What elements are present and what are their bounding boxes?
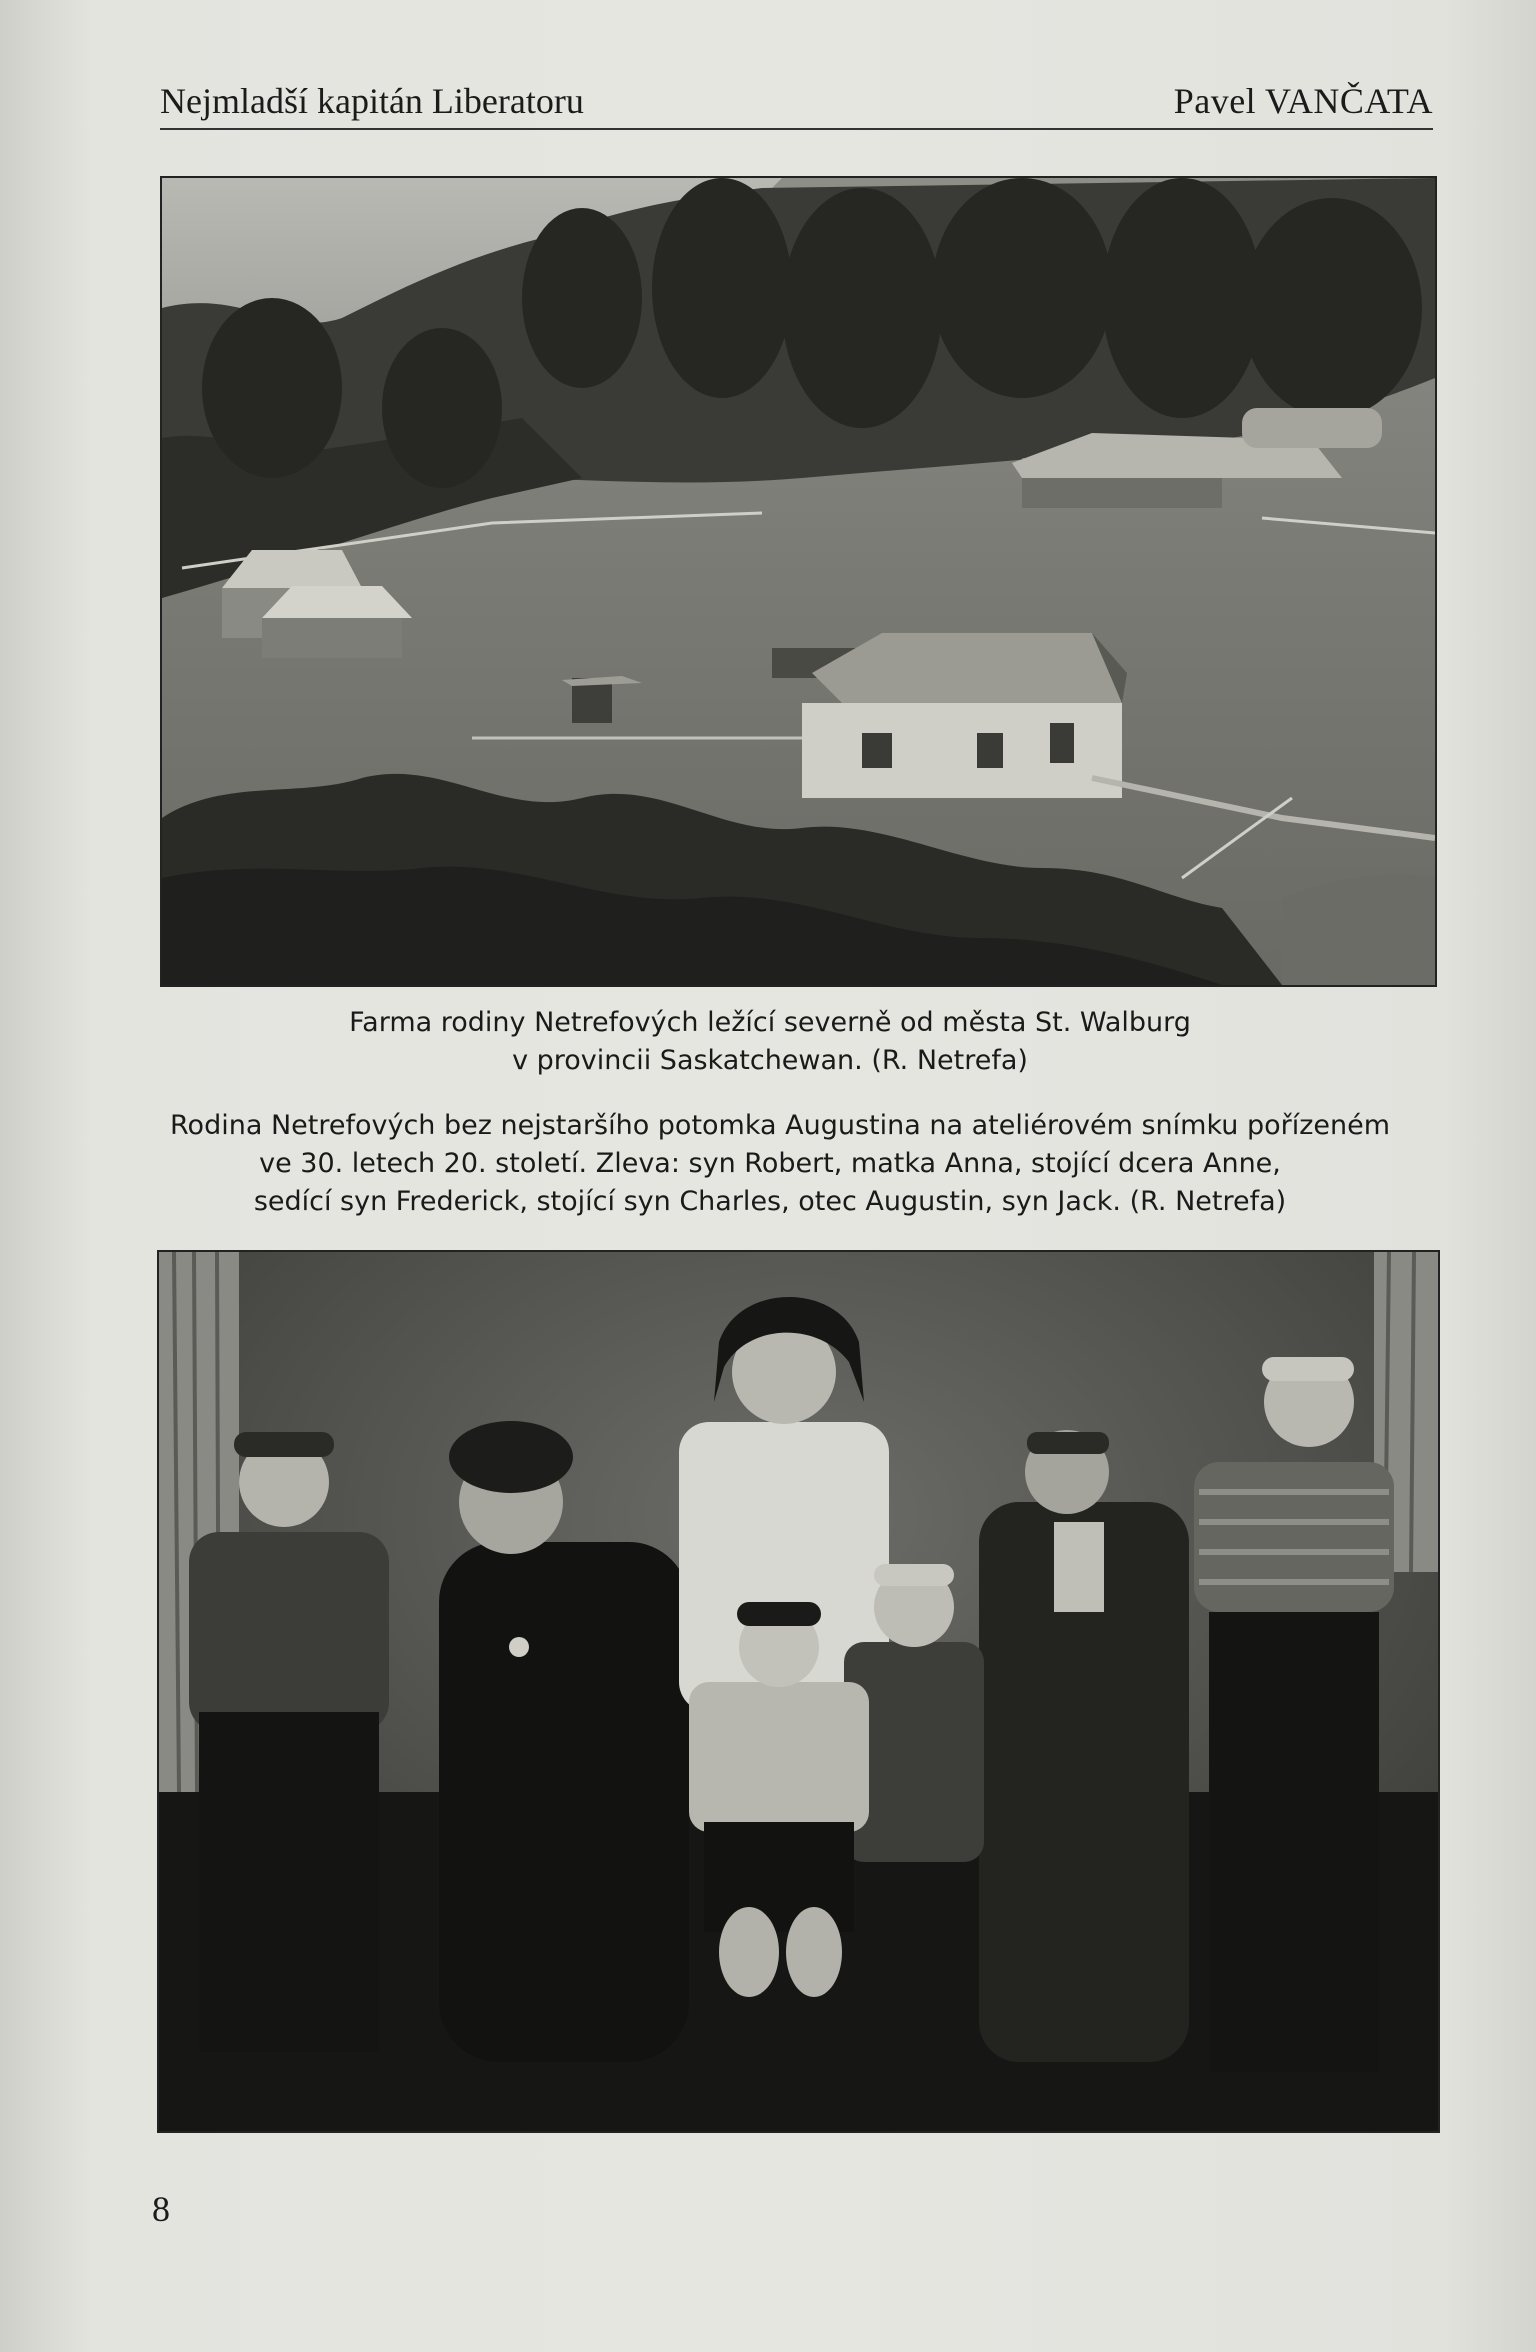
- caption-line: sedící syn Frederick, stojící syn Charles, otec Augustin, syn Jack. (R. Netrefa): [253, 1186, 1287, 1217]
- running-header: [160, 76, 1433, 130]
- caption-line: v provincii Saskatchewan. (R. Netrefa): [512, 1045, 1028, 1076]
- family-photo: [157, 1250, 1440, 2133]
- author-name: Pavel VANČATA: [1173, 81, 1433, 121]
- caption-line: Farma rodiny Netrefových ležící severně od města St. Walburg: [349, 1007, 1191, 1038]
- caption-line: Rodina Netrefových bez nejstaršího potomka Augustina na ateliérovém snímku pořízeném: [170, 1110, 1391, 1141]
- book-title: Nejmladší kapitán Liberatoru: [160, 81, 584, 121]
- family-photo-image: [159, 1252, 1438, 2131]
- farm-photo-caption: [260, 1004, 1280, 1080]
- farm-photo-image: [162, 178, 1435, 985]
- caption-line: ve 30. letech 20. století. Zleva: syn Robert, matka Anna, stojící dcera Anne,: [259, 1148, 1281, 1179]
- page-number: 8: [152, 2189, 170, 2229]
- family-photo-caption: [170, 1107, 1391, 1221]
- farm-photo: [160, 176, 1437, 987]
